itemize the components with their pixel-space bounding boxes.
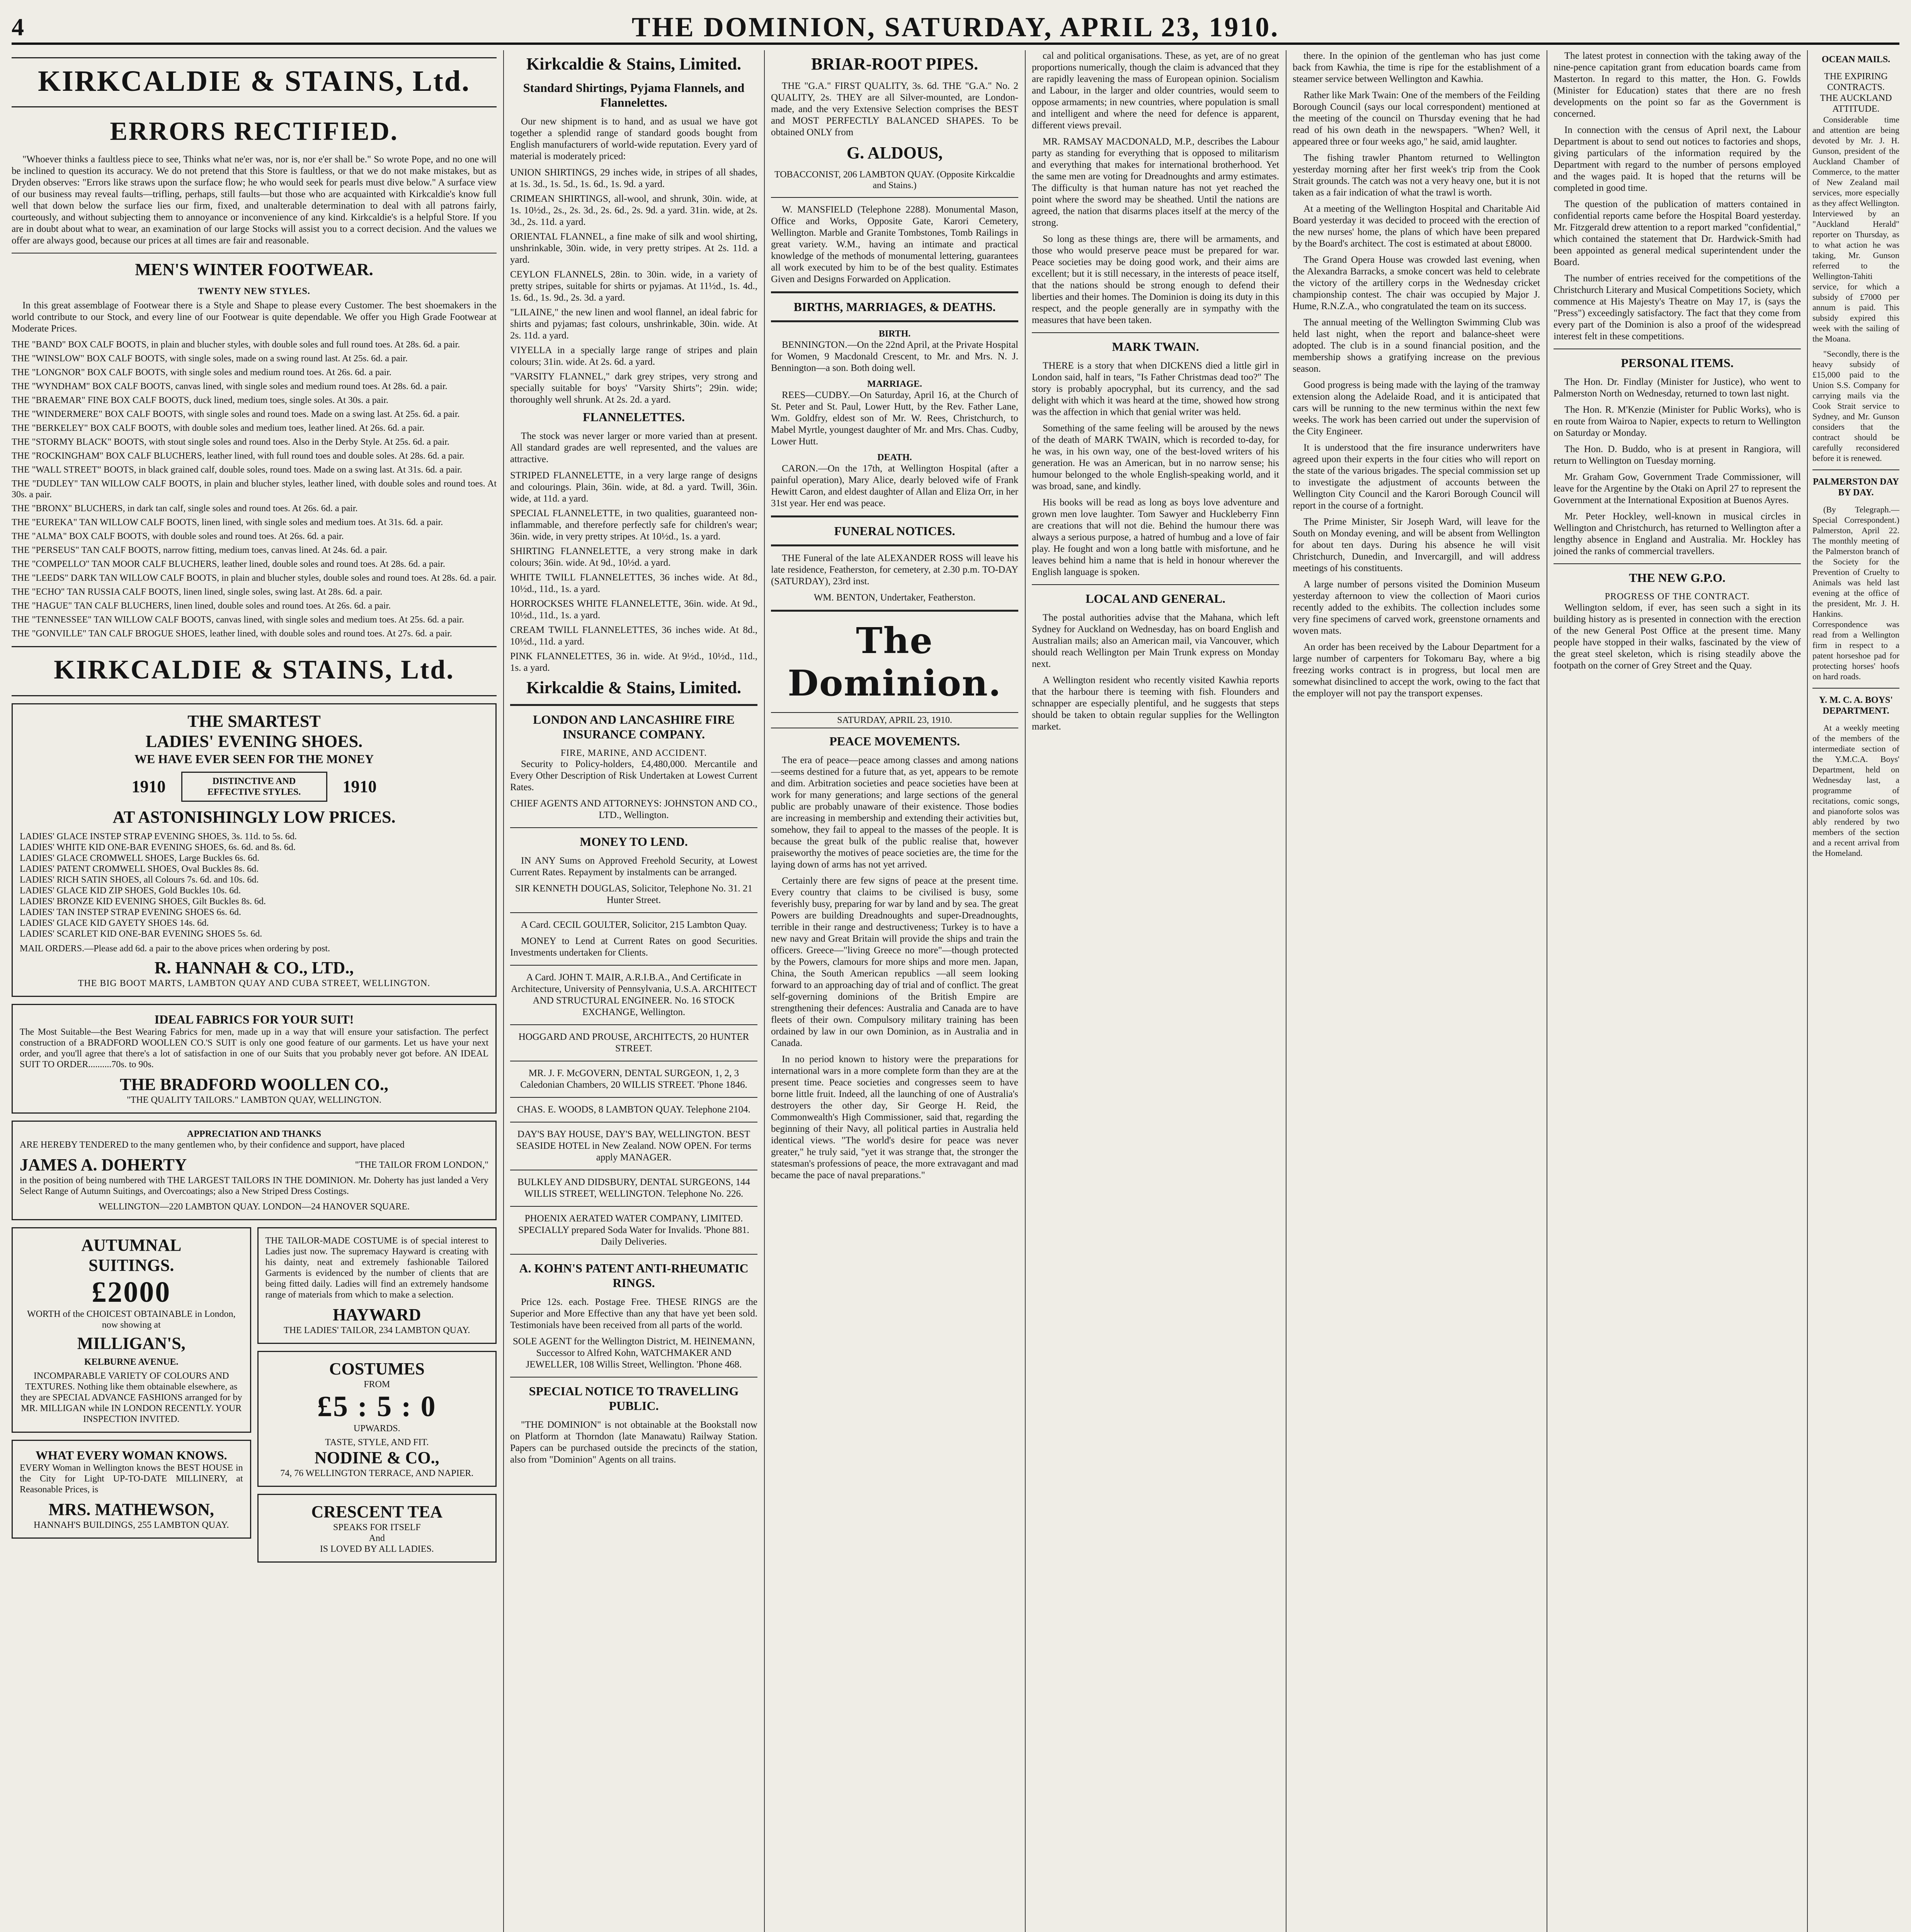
bradford-subline: "THE QUALITY TAILORS." LAMBTON QUAY, WELLINGTON. — [127, 1095, 381, 1105]
footwear-subheading: TWENTY NEW STYLES. — [198, 286, 310, 296]
article-paragraph: A Wellington resident who recently visited Kawhia reports that the harbour there is teeming with fish. Flounders and schnapper are especially plentiful, and he suggests that steps should be taken to obtain regular supplies for the Wellington market. — [1032, 675, 1279, 732]
kirkcaldie-advert — [12, 57, 497, 107]
nodine-advert — [257, 1351, 497, 1487]
card-mcgovern: MR. J. F. McGOVERN, DENTAL SURGEON, 1, 2, 3 Caledonian Chambers, 20 WILLIS STREET. 'Phone 1846. — [520, 1068, 747, 1090]
hayward-lead: THE TAILOR-MADE COSTUME is of special interest to Ladies just now. The supremacy Hayward is creating with his dainty, neat and extremely fashionable Tailored Garments is evidenced by the number of clients that are being fitted daily. Ladies will find an extremely handsome range of materials from which to make a selection. — [265, 1236, 488, 1300]
list-item: THE "PERSEUS" TAN CALF BOOTS, narrow fitting, medium toes, canvas lined. At 24s. 6d. a pair. — [12, 545, 387, 555]
list-item: LADIES' GLACE CROMWELL SHOES, Large Buckles 6s. 6d. — [20, 853, 260, 863]
shoes-price-heading: AT ASTONISHINGLY LOW PRICES. — [112, 808, 396, 827]
list-item: PINK FLANNELETTES, 36 in. wide. At 9½d., 10½d., 11d., 1s. a yard. — [510, 651, 757, 673]
list-item: THE "DUDLEY" TAN WILLOW CALF BOOTS, in plain and blucher styles, leather lined, with double soles and round toes. At 30s. a pair. — [12, 479, 497, 500]
article-heading: MARK TWAIN. — [1112, 340, 1199, 354]
doherty-heading: APPRECIATION AND THANKS — [187, 1129, 322, 1139]
mathewson-heading: WHAT EVERY WOMAN KNOWS. — [35, 1448, 227, 1462]
tea-name: CRESCENT TEA — [311, 1502, 442, 1521]
mail-orders-note: MAIL ORDERS.—Please add 6d. a pair to the above prices when ordering by post. — [20, 944, 330, 954]
list-item: LADIES' TAN INSTEP STRAP EVENING SHOES 6s. 6d. — [20, 907, 241, 917]
mathewson-body: EVERY Woman in Wellington knows the BEST HOUSE in the City for Light UP-TO-DATE MILLINERY, at Reasonable Prices, is — [20, 1463, 243, 1495]
bmd-heading: BIRTHS, MARRIAGES, & DEATHS. — [793, 300, 996, 314]
list-item: THE "ECHO" TAN RUSSIA CALF BOOTS, linen lined, single soles, swing last. At 28s. 6d. a pair. — [12, 587, 383, 597]
article-paragraph: (By Telegraph.—Special Correspondent.) Palmerston, April 22. The monthly meeting of the Palmerston branch of the Society for the Prevention of Cruelty to Animals was held last evening at the office of the president, Mr. J. H. Hankins. Correspondence was read from a Wellington firm in respect to a patent horseshoe pad for protecting horses' hoofs on hard roads. — [1812, 505, 1899, 681]
money-heading: MONEY TO LEND. — [580, 835, 688, 849]
page-header — [12, 12, 1899, 45]
money-body: IN ANY Sums on Approved Freehold Security, at Lowest Current Rates. Repayment by instalments can be arranged. — [510, 855, 757, 878]
list-item: CREAM TWILL FLANNELETTES, 36 inches wide. At 8d., 10½d., 11d. a yard. — [510, 625, 757, 647]
advert-heading: Standard Shirtings, Pyjama Flannels, and Flannelettes. — [523, 81, 745, 109]
page-title: THE DOMINION, SATURDAY, APRIL 23, 1910. — [631, 11, 1280, 43]
tea-line-2: And — [369, 1533, 385, 1543]
leader-heading: PEACE MOVEMENTS. — [829, 734, 960, 748]
list-item: THE "LONGNOR" BOX CALF BOOTS, with single soles and medium round toes. At 26s. 6d. a pair. — [12, 367, 391, 378]
hayward-subline: THE LADIES' TAILOR, 234 LAMBTON QUAY. — [284, 1325, 470, 1335]
money-notice: MONEY to Lend at Current Rates on good Securities. Investments undertaken for Clients. — [510, 936, 757, 958]
costumes-title: COSTUMES — [329, 1359, 425, 1378]
article-paragraph: The Prime Minister, Sir Joseph Ward, will leave for the South on Monday evening, and will be absent from Wellington for about ten days. During his absence he will visit Christchurch, Dunedin, and Invercargill, and will address meetings of his constituents. — [1293, 517, 1540, 573]
list-item: VIYELLA in a specially large range of stripes and plain colours; 31in. wide. At 2s. 6d. a yard. — [510, 345, 757, 367]
list-item: THE "WYNDHAM" BOX CALF BOOTS, canvas lined, with single soles and medium round toes. At 28s. 6d. a pair. — [12, 381, 448, 391]
advert-heading: ERRORS RECTIFIED. — [110, 116, 398, 146]
column-rule — [1025, 50, 1026, 1932]
card-bulkley: BULKLEY AND DIDSBURY, DENTAL SURGEONS, 144 WILLIS STREET, WELLINGTON. Telephone No. 226. — [517, 1177, 750, 1199]
list-item: CEYLON FLANNELS, 28in. to 30in. wide, in a variety of pretty stripes, suitable for shirts or pyjamas. At 11½d., 1s. 4d., 1s. 6d., 1s. 9d., 2s. 3d. a yard. — [510, 269, 757, 303]
list-item: CRIMEAN SHIRTINGS, all-wool, and shrunk, 30in. wide, at 1s. 10½d., 2s., 2s. 3d., 2s. 6d., 2s. 9d. a yard. 31in. wide, at 2s. 3d., 2s. 11d. a yard. — [510, 194, 757, 227]
kirkcaldie-advert-2 — [12, 646, 497, 696]
column-5 — [1293, 50, 1540, 1932]
insurance-name: LONDON AND LANCASHIRE FIRE INSURANCE COMPANY. — [533, 713, 735, 741]
list-item: "VARSITY FLANNEL," dark grey stripes, very strong and specially suitable for boys' "Varsity Shirts"; 29in. wide; thoroughly well shrunk. At 2s. 2d. a yard. — [510, 371, 757, 405]
article-paragraph: The Hon. R. M'Kenzie (Minister for Public Works), who is en route from Wairoa to Napier, expects to return to Wellington on Saturday or Monday. — [1554, 405, 1801, 438]
milligan-street: KELBURNE AVENUE. — [84, 1357, 179, 1367]
costumes-price: £5 : 5 : 0 — [317, 1390, 437, 1423]
milligan-name: MILLIGAN'S, — [77, 1334, 185, 1353]
card-woods: CHAS. E. WOODS, 8 LAMBTON QUAY. Telephone 2104. — [517, 1104, 750, 1115]
article-paragraph: The latest protest in connection with the taking away of the nine-pence capitation grant from education boards came from Masterton. In regard to this matter, the Hon. G. Fowlds (Minister for Education) states that there are no fresh developments on the point so far as the Government is concerned. — [1554, 51, 1801, 119]
costumes-upward: UPWARDS. — [353, 1423, 400, 1434]
advertiser-name: KIRKCALDIE & STAINS, Ltd. — [38, 65, 470, 97]
article-paragraph: The number of entries received for the competitions of the Christchurch Literary and Musical Competitions Society, which commence at His Majesty's Theatre on May 17, is (says the "Press") exceedingly satisfactory. The fact that they come from every part of the Dominion is also a proof of the widespread interest felt in these competitions. — [1554, 273, 1801, 342]
article-paragraph: The postal authorities advise that the Mahana, which left Sydney for Auckland on Wednesday, has on board English and Australian mails; also an American mail, via Vancouver, which should reach Wellington per Main Trunk express on Monday next. — [1032, 612, 1279, 669]
article-paragraph: It is understood that the fire insurance underwriters have agreed upon their experts in the four cities who will report on the state of the various brigades. The special commission set up to investigate the adjustment of accounts between the Wellington City Council and the Karori Borough Council will report in the course of a fortnight. — [1293, 442, 1540, 511]
death-notice: CARON.—On the 17th, at Wellington Hospital (after a painful operation), Mary Alice, dearly beloved wife of Frank Hewitt Caron, and eldest daughter of Allan and Eliza Orr, in her 31st year. Her end was peace. — [771, 463, 1018, 509]
year-label: 1910 — [342, 777, 377, 796]
column-2 — [510, 50, 757, 1932]
shoes-badge: DISTINCTIVE AND EFFECTIVE STYLES. — [181, 772, 327, 802]
list-item: STRIPED FLANNELETTE, in a very large range of designs and colourings. Plain, 36in. wide, at 8d. a yard. Twill, 36in. wide, at 11d. a yard. — [510, 470, 757, 504]
card-days-bay: DAY'S BAY HOUSE, DAY'S BAY, WELLINGTON. BEST SEASIDE HOTEL in New Zealand. NOW OPEN. For terms apply MANAGER. — [516, 1129, 752, 1163]
insurance-body: Security to Policy-holders, £4,480,000. Mercantile and Every Other Description of Risk Undertaken at Lowest Current Rates. — [510, 759, 757, 793]
article-paragraph: The annual meeting of the Wellington Swimming Club was held last night, when the report and balance-sheet were adopted. The club is in a sound financial position, and the membership shows a gratifying increase on the previous season. — [1293, 317, 1540, 374]
hayward-advert — [257, 1227, 497, 1344]
list-item: THE "BERKELEY" BOX CALF BOOTS, with double soles and medium toes, leather lined. At 26s. 6d. a pair. — [12, 423, 425, 433]
article-paragraph: Considerable time and attention are being devoted by Mr. J. H. Gunson, president of the Auckland Chamber of Commerce, to the matter of New Zealand mail services, more especially as they affect Wellington. Interviewed by an "Auckland Herald" reporter on Thursday, as to what action he was taking, Mr. Gunson referred to the Wellington-Tahiti service, for which a subsidy of £7000 per annum is paid. This subsidy expired this week with the sailing of the Moana. — [1812, 115, 1899, 344]
pipe-seller: G. ALDOUS, — [846, 143, 943, 162]
article-paragraph: An order has been received by the Labour Department for a large number of carpenters for Tokomaru Bay, where a big freezing works contract is in progress, but local men are somewhat disinclined to accept the work, owing to the fact that the employer will not pay the transport expenses. — [1293, 642, 1540, 699]
shoes-heading-2: LADIES' EVENING SHOES. — [145, 732, 363, 751]
footwear-intro: In this great assemblage of Footwear there is a Style and Shape to please every Customer. The best shoemakers in the world contribute to our Stock, and every line of our Footwear is quite dependable. We offer you High Grade Footwear at Moderate Prices. — [12, 300, 497, 334]
article-paragraph: The Grand Opera House was crowded last evening, when the Alexandra Barracks, a smoke concert was held to celebrate the victory of the artillery corps in the Wednesday cricket championship contest. The chair was occupied by Major J. Hume, R.N.Z.A., who congratulated the team on its success. — [1293, 255, 1540, 311]
mathewson-address: HANNAH'S BUILDINGS, 255 LAMBTON QUAY. — [34, 1520, 229, 1530]
tea-line-1: SPEAKS FOR ITSELF — [333, 1522, 421, 1532]
tea-line-3: IS LOVED BY ALL LADIES. — [320, 1544, 434, 1554]
card-mair: A Card. JOHN T. MAIR, A.R.I.B.A., And Certificate in Architecture, University of Pennsylvania, U.S.A. ARCHITECT AND STRUCTURAL ENGINEER. No. 16 STOCK EXCHANGE, Wellington. — [511, 972, 757, 1017]
milligan-body: WORTH of the CHOICEST OBTAINABLE in London, now showing at — [27, 1309, 236, 1330]
article-paragraph: cal and political organisations. These, as yet, are of no great proportions numerically, though the claim is advanced that they are rapidly leavening the mass of European opinion. Socialism and Labour, in the larger and older countries, would seem to oppose armaments; in new countries, where population is small and intelligent and where the need for defence is apparent, different views prevail. — [1032, 51, 1279, 131]
flannel-intro: The stock was never larger or more varied than at present. All standard grades are well represented, and the values are attractive. — [510, 431, 757, 464]
crescent-tea-advert — [257, 1494, 497, 1563]
doherty-tag: "THE TAILOR FROM LONDON," — [355, 1160, 488, 1170]
newspaper-masthead: The Dominion. — [788, 620, 1002, 704]
list-item: THE "WINDERMERE" BOX CALF BOOTS, with single soles and round toes. Made on a swing last. At 25s. 6d. a pair. — [12, 409, 460, 419]
article-paragraph: His books will be read as long as boys love adventure and grown men love laughter. Tom Sawyer and Huckleberry Finn are creations that will not die. Behind the humour there was always a serious purpose, a hatred of humbug and a love of fair play. He fought and won a long battle with misfortune, and he leaves behind him a name that is held in honour wherever the English language is spoken. — [1032, 497, 1279, 577]
article-paragraph: Mr. Peter Hockley, well-known in musical circles in Wellington and Christchurch, has returned to Wellington after a lengthy absence in England and Australia. Mr. Hockley has joined the ranks of commercial travellers. — [1554, 511, 1801, 556]
advertiser-name: KIRKCALDIE & STAINS, Ltd. — [54, 655, 454, 685]
article-paragraph: MR. RAMSAY MACDONALD, M.P., describes the Labour party as standing for everything that is opposed to militarism and everything that makes for international brotherhood. Yet the same men are voting for Dreadnoughts and army estimates. The difficulty is that human nature has not yet reached the point where the sword may be sheathed. Until the nations are agreed, the nation that disarms places itself at the mercy of the strong. — [1032, 136, 1279, 228]
list-item: ORIENTAL FLANNEL, a fine make of silk and wool shirting, unshrinkable, 30in. wide, in very pretty stripes. At 2s. 11d. a yard. — [510, 231, 757, 265]
article-heading: PALMERSTON DAY BY DAY. — [1813, 477, 1899, 498]
mansfield-advert: W. MANSFIELD (Telephone 2288). Monumental Mason, Office and Works, Opposite Gate, Karori Cemetery, Wellington. Marble and Granite Tombstones, Tomb Railings in great variety. W.M., having an intimate and practical knowledge of the methods of monumental lettering, guarantees all work executed by him to be of the best quality. Estimates Given and Designs Forwarded on Application. — [771, 204, 1018, 284]
article-paragraph: So long as these things are, there will be armaments, and those who would preserve peace must be prepared for war. Peace societies may be doing good work, and their aims are excellent; but it is still necessary, in the interests of peace itself, that the nations should be strong enough to defend their liberties and their homes. The Dominion is doing its duty in this respect, and the people generally are in sympathy with the measures that have been taken. — [1032, 234, 1279, 325]
article-paragraph: THERE is a story that when DICKENS died a little girl in London said, half in tears, "Is Father Christmas dead too?" The story is probably apocryphal, but its currency, and the sad delight with which it was heard at the time, showed how strong was the affection in which that genial writer was held. — [1032, 361, 1279, 417]
rings-agent: SOLE AGENT for the Wellington District, M. HEINEMANN, Successor to Alfred Kohn, WATCHMAKER AND JEWELLER, 108 Willis Street, Wellington. 'Phone 468. — [512, 1336, 755, 1370]
list-item: THE "HAGUE" TAN CALF BLUCHERS, linen lined, double soles and round toes. At 26s. 6d. a pair. — [12, 601, 391, 611]
bradford-name: THE BRADFORD WOOLLEN CO., — [120, 1075, 388, 1094]
milligan-amount: £2000 — [92, 1276, 171, 1308]
birth-notice: BENNINGTON.—On the 22nd April, at the Private Hospital for Women, 9 Macdonald Crescent, to Mr. and Mrs. N. J. Bennington—a son. Both doing well. — [771, 340, 1018, 373]
article-paragraph: Good progress is being made with the laying of the tramway extension along the Adelaide Road, and it is anticipated that cars will be running to the new terminus within the next few weeks. The work has been carried out under the supervision of the City Engineer. — [1293, 380, 1540, 437]
bradford-body: The Most Suitable—the Best Wearing Fabrics for men, made up in a way that will ensure your satisfaction. The perfect construction of a BRADFORD WOOLLEN CO.'S SUIT is only one good feature of our garments. Let us have your next order, and you'll agree that there's a lot of satisfaction in one of our Suits that you probably never got before. AN IDEAL SUIT TO ORDER..........70s. to 90s. — [20, 1027, 488, 1070]
list-item: LADIES' GLACE KID ZIP SHOES, Gold Buckles 10s. 6d. — [20, 886, 241, 896]
list-item: UNION SHIRTINGS, 29 inches wide, in stripes of all shades, at 1s. 3d., 1s. 5d., 1s. 6d., 1s. 9d. a yard. — [510, 167, 757, 189]
column-rule — [764, 50, 765, 1932]
costumes-from: FROM — [364, 1379, 390, 1389]
article-subheading: THE AUCKLAND ATTITUDE. — [1820, 93, 1892, 114]
bradford-heading: IDEAL FABRICS FOR YOUR SUIT! — [154, 1012, 354, 1026]
article-heading: Y. M. C. A. BOYS' DEPARTMENT. — [1819, 695, 1893, 716]
article-paragraph: In no period known to history were the preparations for international wars in a more complete form than they are at the present time. Peace societies and congresses seem to have borne little fruit. Indeed, all the launching of one of Australia's destroyers the other day, Sir George H. Reid, the Commonwealth's High Commissioner, said that, regarding the beginning of their Navy, all political parties in Australia held identical views. "The world's desire for peace was never greater," he truly said, "yet it was strange that, the stronger the statesman's professions of peace, the more extravagant and mad became the pace of naval preparations." — [771, 1054, 1018, 1180]
card-goulter: A Card. CECIL GOULTER, Solicitor, 215 Lambton Quay. — [521, 920, 747, 930]
footwear-heading: MEN'S WINTER FOOTWEAR. — [135, 260, 373, 279]
list-item: LADIES' BRONZE KID EVENING SHOES, Gilt Buckles 8s. 6d. — [20, 896, 266, 906]
advertiser-name: Kirkcaldie & Stains, Limited. — [526, 678, 742, 697]
mathewson-name: MRS. MATHEWSON, — [48, 1500, 214, 1519]
article-heading: LOCAL AND GENERAL. — [1086, 592, 1225, 605]
article-subheading: THE EXPIRING CONTRACTS. — [1824, 71, 1888, 92]
hannah-name: R. HANNAH & CO., LTD., — [154, 958, 354, 977]
section-heading: FLANNELETTES. — [582, 410, 685, 424]
article-heading: OCEAN MAILS. — [1821, 54, 1891, 65]
funeral-notice: THE Funeral of the late ALEXANDER ROSS will leave his late residence, Featherston, for cemetery, at 2.30 p.m. TO-DAY (SATURDAY), 23rd inst. — [771, 553, 1018, 587]
column-4 — [1032, 50, 1279, 1932]
list-item: THE "LEEDS" DARK TAN WILLOW CALF BOOTS, in plain and blucher styles, double soles and round toes. At 28s. 6d. a pair. — [12, 573, 497, 583]
list-item: HORROCKSES WHITE FLANNELETTE, 36in. wide. At 9d., 10½d., 11d., 1s. a yard. — [510, 599, 757, 621]
list-item: THE "TENNESSEE" TAN WILLOW CALF BOOTS, canvas lined, with single soles and medium toes. At 25s. 6d. a pair. — [12, 615, 464, 625]
page-number: 4 — [12, 13, 24, 41]
hayward-name: HAYWARD — [333, 1305, 421, 1324]
money-signature: SIR KENNETH DOUGLAS, Solicitor, Telephone No. 31. 21 Hunter Street. — [515, 883, 753, 905]
article-paragraph: Certainly there are few signs of peace at the present time. Every country that claims to be civilised is busy, some feverishly busy, preparing for war by land and by sea. The great Powers are building Dreadnoughts and super-Dreadnoughts, terrible in their range and destructiveness; Turkey is to have a new navy and Great Britain will provide the ships and train the officers. Greece—"living Greece no more"—though protected by the Powers, clamours for more ships and more men. Japan, China, the South American republics —all seem looking forward to an approaching day of trial and of conflict. The great self-governing dominions of the British Empire are strengthening their defences: Australia and Canada are to have fleets of their own. Compulsory military training has been ordained by law in our own Dominion, as in Australia and in Canada. — [771, 876, 1018, 1048]
article-heading: THE NEW G.P.O. — [1629, 571, 1726, 585]
article-paragraph: Mr. Graham Gow, Government Trade Commissioner, will leave for the Argentine by the Otaki on April 27 to represent the Government at the International Exposition at Buenos Ayres. — [1554, 472, 1801, 505]
marriage-notice: REES—CUDBY.—On Saturday, April 16, at the Church of St. Peter and St. Paul, Lower Hutt, by the Rev. Father Lane, Wm. Goldfry, eldest son of Mr. W. Rees, Christchurch, to Mabel Myrtle, youngest daughter of Mr. and Mrs. Chas. Cudby, Lower Hutt. — [771, 390, 1018, 447]
rings-heading: A. KOHN'S PATENT ANTI-RHEUMATIC RINGS. — [519, 1261, 749, 1290]
article-paragraph: Wellington seldom, if ever, has seen such a sight in its building history as is presented in connection with the erection of the new General Post Office at the present time. Many people have stopped in their walks, fascinated by the view of the great steel skeleton, which is rising steadily above the footpath on the corner of Grey Street and the Quay. — [1554, 602, 1801, 671]
advert-body: "Whoever thinks a faultless piece to see, Thinks what ne'er was, nor is, nor e'er shall be." So wrote Pope, and no one will be inclined to question its accuracy. We do not pretend that this Store is faultless, or that we do not make mistakes, but as Dryden observes: "Errors like straws upon the surface flow; he who would seek for pearls must dive below." A surface view of our business may reveal faults—trifling, perhaps, still faults—but those who are acquainted with Kirkcaldie's know full well that down below the surface lies our firm, fixed, and unalterable determination to deal with all patrons fairly, courteously, and without subjecting them to annoyance or inconvenience of any kind. Kirkcaldie's is a helpful Store. If you are in doubt about what to wear, an examination of our large Stocks will assist you to a correct decision. And the values we offer are always good, because our prices at all times are fair and reasonable. — [12, 154, 497, 246]
article-paragraph: The Hon. Dr. Findlay (Minister for Justice), who went to Palmerston North on Wednesday, returned to town last night. — [1554, 377, 1801, 399]
funeral-heading: FUNERAL NOTICES. — [834, 524, 955, 538]
card-phoenix: PHOENIX AERATED WATER COMPANY, LIMITED. SPECIALLY prepared Soda Water for Invalids. 'Phone 881. Daily Deliveries. — [518, 1213, 749, 1247]
article-paragraph: The question of the publication of matters contained in confidential reports came before the Hospital Board yesterday. Mr. Fitzgerald drew attention to a report marked "confidential," which contained the statement that Dr. Hardwick-Smith had been appointed as general medical superintendent under the Board. — [1554, 199, 1801, 267]
list-item: THE "BAND" BOX CALF BOOTS, in plain and blucher styles, with double soles and full round toes. At 28s. 6d. a pair. — [12, 340, 460, 350]
list-item: THE "BRONX" BLUCHERS, in dark tan calf, single soles and round toes. At 26s. 6d. a pair. — [12, 503, 358, 514]
list-item: "LILAINE," the new linen and wool flannel, an ideal fabric for shirts and pyjamas; fast colours, unshrinkable, 30in. wide. At 2s. 11d. a yard. — [510, 307, 757, 341]
article-paragraph: The era of peace—peace among classes and among nations—seems destined for a future that, as yet, appears to be remote and dim. Arbitration societies and peace societies have been at work for many generations; and large sections of the general public are probably unaware of their existence. Those bodies are increasing in membership and extending their activities but, somehow, they fail to appeal to the masses of the people. It is because the great bulk of the public realise that, however praiseworthy the motives of peace societies are, the time for the laying down of arms has not yet arrived. — [771, 755, 1018, 870]
nodine-tagline: TASTE, STYLE, AND FIT. — [325, 1437, 429, 1447]
article-paragraph: The Hon. D. Buddo, who is at present in Rangiora, will return to Wellington on Tuesday morning. — [1554, 444, 1801, 466]
list-item: WHITE TWILL FLANNELETTES, 36 inches wide. At 8d., 10½d., 11d., 1s. a yard. — [510, 572, 757, 594]
bradford-advert — [12, 1004, 497, 1114]
list-item: THE "STORMY BLACK" BOOTS, with stout single soles and round toes. Also in the Derby Style. At 25s. 6d. a pair. — [12, 437, 449, 447]
insurance-agents: CHIEF AGENTS AND ATTORNEYS: JOHNSTON AND CO., LTD., Wellington. — [510, 798, 757, 820]
list-item: THE "EUREKA" TAN WILLOW CALF BOOTS, linen lined, with single soles and medium toes. At 31s. 6d. a pair. — [12, 517, 443, 527]
list-item: THE "WALL STREET" BOOTS, in black grained calf, double soles, round toes. Made on a swing last. At 31s. 6d. a pair. — [12, 465, 462, 475]
list-item: LADIES' RICH SATIN SHOES, all Colours 7s. 6d. and 10s. 6d. — [20, 875, 259, 885]
card-hoggard: HOGGARD AND PROUSE, ARCHITECTS, 20 HUNTER STREET. — [518, 1032, 749, 1054]
column-7 — [1812, 50, 1899, 1932]
list-item: LADIES' GLACE INSTEP STRAP EVENING SHOES, 3s. 11d. to 5s. 6d. — [20, 832, 297, 842]
article-paragraph: The fishing trawler Phantom returned to Wellington yesterday morning after her first week's trip from the Cook Strait grounds. The catch was not a very heavy one, but it is not taken as a fair indication of what the trawl is worth. — [1293, 153, 1540, 198]
doherty-name: JAMES A. DOHERTY — [20, 1155, 187, 1174]
marriage-heading: MARRIAGE. — [867, 379, 922, 389]
article-paragraph: there. In the opinion of the gentleman who has just come back from Kawhia, the time is ripe for the establishment of a steamer service between Wellington and Kawhia. — [1293, 51, 1540, 84]
article-paragraph: At a meeting of the Wellington Hospital and Charitable Aid Board yesterday it was decided to proceed with the erection of the new nurses' home, the plans of which have been prepared by the Board's architect. The cost is estimated at about £8000. — [1293, 204, 1540, 249]
column-rule — [1807, 50, 1808, 1932]
article-paragraph: "Secondly, there is the heavy subsidy of £15,000 paid to the Union S.S. Company for carrying mails via the Cook Strait service to Sydney, and Mr. Gunson considers that the contract should be carefully reconsidered before it is renewed. — [1812, 349, 1899, 463]
list-item: LADIES' WHITE KID ONE-BAR EVENING SHOES, 6s. 6d. and 8s. 6d. — [20, 842, 296, 852]
hannah-shoes-advert — [12, 703, 497, 997]
article-paragraph: At a weekly meeting of the members of the intermediate section of the Y.M.C.A. Boys' Department, held on Wednesday last, a programme of recitations, comic songs, and pianoforte solos was ably rendered by two members of the section and a recent arrival from the Homeland. — [1812, 723, 1899, 858]
list-item: THE "GONVILLE" TAN CALF BROGUE SHOES, leather lined, with double soles and round toes. At 27s. 6d. a pair. — [12, 629, 452, 639]
column-3 — [771, 50, 1018, 1932]
list-item: LADIES' PATENT CROMWELL SHOES, Oval Buckles 8s. 6d. — [20, 864, 259, 874]
hannah-address: THE BIG BOOT MARTS, LAMBTON QUAY AND CUBA STREET, WELLINGTON. — [78, 978, 431, 988]
nodine-address: 74, 76 WELLINGTON TERRACE, AND NAPIER. — [280, 1468, 474, 1478]
list-item: LADIES' SCARLET KID ONE-BAR EVENING SHOES 5s. 6d. — [20, 929, 262, 939]
notice-heading: SPECIAL NOTICE TO TRAVELLING PUBLIC. — [529, 1384, 739, 1413]
pipe-heading: BRIAR-ROOT PIPES. — [811, 54, 978, 73]
article-paragraph: A large number of persons visited the Dominion Museum yesterday afternoon to view the collection of Maori curios recently added to the exhibits. The collection includes some very fine specimens of carved work, greenstone ornaments and woven mats. — [1293, 579, 1540, 636]
milligan-body-2: INCOMPARABLE VARIETY OF COLOURS AND TEXTURES. Nothing like them obtainable elsewhere, as they are SPECIAL ADVANCE FASHIONS arranged for by MR. MILLIGAN while IN LONDON RECENTLY. YOUR INSPECTION INVITED. — [20, 1371, 242, 1424]
pipe-address: TOBACCONIST, 206 LAMBTON QUAY. (Opposite Kirkcaldie and Stains.) — [774, 170, 1015, 190]
footwear-list — [12, 339, 497, 639]
rings-body: Price 12s. each. Postage Free. THESE RINGS are the Superior and More Effective than any that have yet been sold. Testimonials have been received from all parts of the world. — [510, 1297, 757, 1330]
funeral-signature: WM. BENTON, Undertaker, Featherston. — [813, 592, 976, 603]
insurance-sub: FIRE, MARINE, AND ACCIDENT. — [560, 748, 707, 758]
milligan-autumnal: AUTUMNAL — [81, 1236, 182, 1255]
doherty-advert — [12, 1121, 497, 1220]
doherty-body: ARE HEREBY TENDERED to the many gentlemen who, by their confidence and support, have placed — [20, 1140, 405, 1150]
year-label: 1910 — [131, 777, 166, 796]
advert-intro: Our new shipment is to hand, and as usual we have got together a splendid range of standard goods bought from English manufacturers of world-wide reputation. Every yard of material is moderately priced: — [510, 116, 757, 162]
death-heading: DEATH. — [877, 452, 912, 463]
doherty-body-2: in the position of being numbered with THE LARGEST TAILORS IN THE DOMINION. Mr. Doherty has just landed a Very Select Range of Autumn Suitings, and Overcoatings; also a New Striped Dress Costings. — [20, 1175, 488, 1196]
article-paragraph: In connection with the census of April next, the Labour Department is about to send out notices to factories and shops, giving particulars of the information required by the Department with regard to the number of persons employed and the wages paid. It is hoped that the returns will be completed in good time. — [1554, 125, 1801, 193]
milligan-suitings: SUITINGS. — [88, 1256, 174, 1275]
advertiser-name: Kirkcaldie & Stains, Limited. — [526, 54, 742, 73]
nodine-name: NODINE & CO., — [314, 1448, 439, 1467]
list-item: THE "ROCKINGHAM" BOX CALF BLUCHERS, leather lined, with full round toes and double soles. At 28s. 6d. a pair. — [12, 451, 465, 461]
column-6 — [1554, 50, 1801, 1932]
article-paragraph: Rather like Mark Twain: One of the members of the Feilding Borough Council (says our local correspondent) mentioned at the meeting of the council on Thursday evening that he had read of his own death in the newspapers. "When? Well, it appeared three or four weeks ago," he said, amid laughter. — [1293, 90, 1540, 147]
article-heading: PERSONAL ITEMS. — [1621, 356, 1734, 370]
column-1 — [12, 50, 497, 1932]
notice-body: "THE DOMINION" is not obtainable at the Bookstall now on Platform at Thorndon (late Manawatu) Railway Station. Papers can be purchased outside the precincts of the station, also from "Dominion" Agents on all trains. — [510, 1420, 757, 1465]
dateline: SATURDAY, APRIL 23, 1910. — [771, 712, 1018, 728]
list-item: LADIES' GLACE KID GAYETY SHOES 14s. 6d. — [20, 918, 209, 928]
list-item: SHIRTING FLANNELETTE, a very strong make in dark colours; 36in. wide. At 9d., 10½d. a yard. — [510, 546, 757, 568]
doherty-address: WELLINGTON—220 LAMBTON QUAY. LONDON—24 HANOVER SQUARE. — [98, 1202, 410, 1212]
list-item: THE "ALMA" BOX CALF BOOTS, with double soles and round toes. At 26s. 6d. a pair. — [12, 531, 344, 541]
list-item: THE "COMPELLO" TAN MOOR CALF BLUCHERS, leather lined, double soles and round toes. At 28s. 6d. a pair. — [12, 559, 445, 569]
list-item: THE "WINSLOW" BOX CALF BOOTS, with single soles, made on a swing round last. At 25s. 6d. a pair. — [12, 354, 408, 364]
birth-heading: BIRTH. — [878, 329, 911, 339]
pipe-body: THE "G.A." FIRST QUALITY, 3s. 6d. THE "G.A." No. 2 QUALITY, 2s. THEY are all Silver-mounted, are London-made, and the very Extensive Selection comprises the BEST and MOST PERFECTLY BALANCED SHAPES. To be obtained ONLY from — [771, 81, 1018, 138]
article-subheading: PROGRESS OF THE CONTRACT. — [1605, 592, 1750, 602]
article-paragraph: Something of the same feeling will be aroused by the news of the death of MARK TWAIN, which is recorded to-day, for he was, in his own way, one of the best-loved writers of his generation. He was an American, but in no narrow sense; his humour belonged to the whole English-speaking world, and it was broad, sane, and kindly. — [1032, 423, 1279, 492]
shoes-heading-3: WE HAVE EVER SEEN FOR THE MONEY — [134, 752, 374, 766]
list-item: SPECIAL FLANNELETTE, in two qualities, guaranteed non-inflammable, and therefore perfectly safe for children's wear; 36in. wide, in very pretty stripes. At 10½d., 1s. a yard. — [510, 508, 757, 542]
list-item: THE "BRAEMAR" FINE BOX CALF BOOTS, duck lined, medium toes, single soles. At 30s. a pair. — [12, 395, 388, 405]
shoes-heading-1: THE SMARTEST — [187, 712, 321, 731]
column-rule — [503, 50, 504, 1932]
milligan-advert — [12, 1227, 251, 1570]
